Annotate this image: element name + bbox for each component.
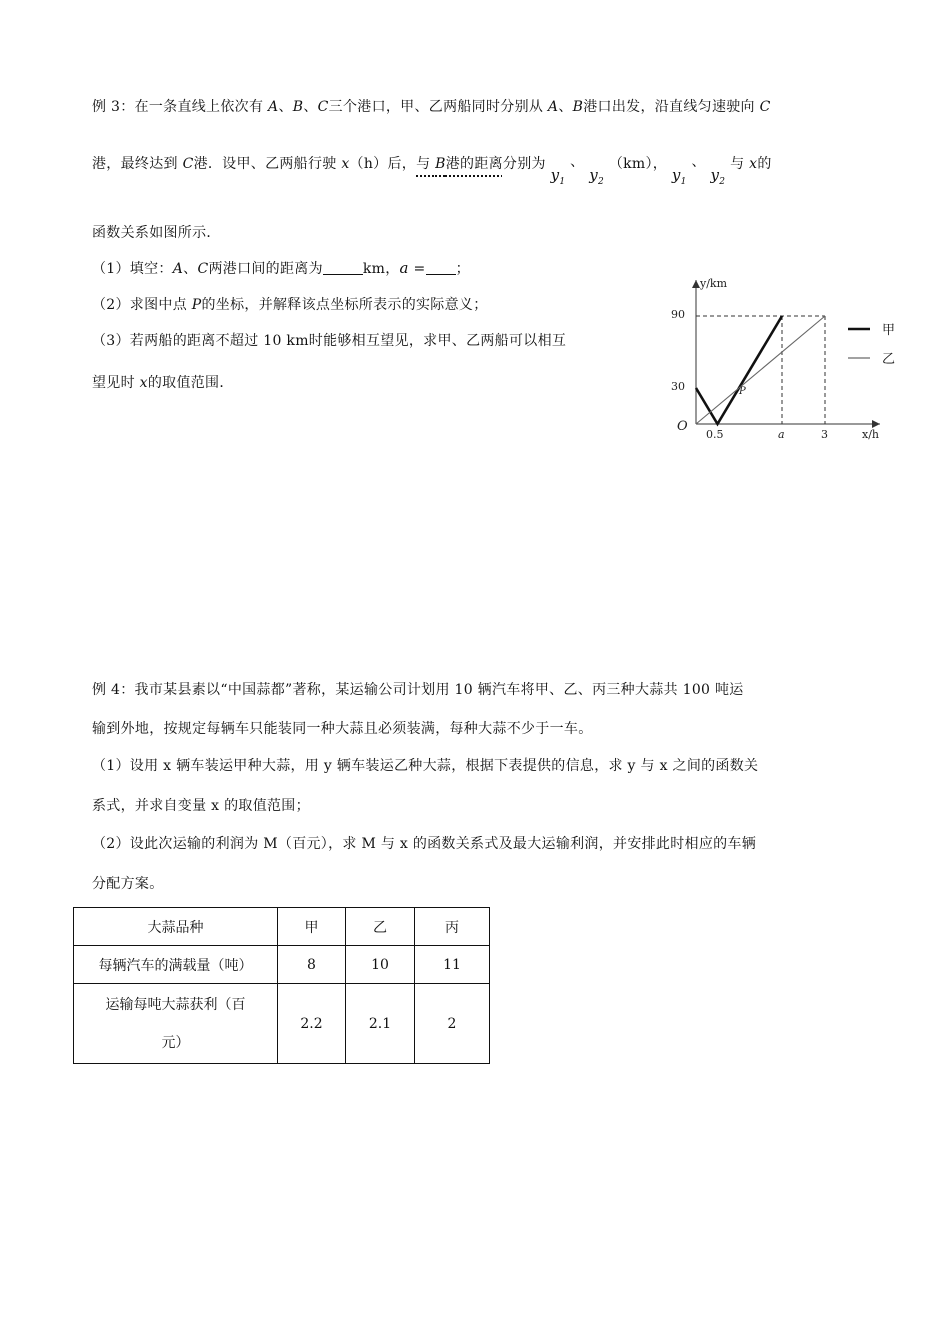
- y-axis-arrow: [692, 280, 700, 288]
- x-tick-a: a: [778, 428, 785, 441]
- ex4-line-6: 分配方案。: [92, 876, 164, 892]
- a-value-blank[interactable]: [426, 260, 456, 275]
- point-p-label: P: [739, 386, 746, 397]
- table-cell: 11: [415, 946, 490, 984]
- ex4-line-5: （2）设此次运输的利润为 M（百元），求 M 与 x 的函数关系式及最大运输利润，并安排此时相应的车辆: [92, 836, 757, 852]
- table-cell: 2.1: [346, 984, 415, 1064]
- ex3-question-3-cont: 望见时 x的取值范围．: [92, 375, 234, 391]
- table-cell: 2: [415, 984, 490, 1064]
- ex3-line-1: 例 3：在一条直线上依次有 A、B、C三个港口，甲、乙两船同时分别从 A、B港口出发，沿直线匀速驶向 C: [92, 99, 771, 115]
- table-header-cell: 甲: [278, 908, 346, 946]
- y-tick-90: 90: [671, 308, 685, 321]
- x-axis-arrow: [872, 420, 880, 428]
- var-y1: $y_1$: [550, 166, 566, 187]
- y-tick-30: 30: [671, 380, 685, 393]
- ex4-line-1: 例 4：我市某县素以“中国蒜都”著称，某运输公司计划用 10 辆汽车将甲、乙、丙三种大蒜共 100 吨运: [92, 682, 744, 698]
- axes: [692, 280, 880, 428]
- garlic-table: [73, 907, 490, 1064]
- origin-label: O: [677, 419, 688, 434]
- table-row: [74, 984, 490, 1064]
- table-cell: 运输每吨大蒜获利（百 元）: [74, 984, 278, 1064]
- var-y2-b: $y_2$: [710, 166, 726, 187]
- legend-label-jia: 甲: [882, 323, 896, 338]
- distance-time-graph: [666, 272, 906, 444]
- distance-blank[interactable]: [323, 260, 363, 275]
- table-cell: 10: [346, 946, 415, 984]
- var-y2: $y_2$: [589, 166, 605, 187]
- table-header-cell: 大蒜品种: [74, 908, 278, 946]
- emphasis-dots: 与 B港的距离: [416, 156, 503, 172]
- labels: [671, 277, 879, 441]
- series-line-jia: [696, 316, 782, 424]
- ex4-line-3: （1）设用 x 辆车装运甲种大蒜，用 y 辆车装运乙种大蒜，根据下表提供的信息，求 y 与 x 之间的函数关: [92, 758, 759, 774]
- series: [696, 316, 825, 424]
- legend: [848, 323, 895, 367]
- ex3-question-3: （3）若两船的距离不超过 10 km时能够相互望见，求甲、乙两船可以相互: [92, 333, 567, 349]
- series-line-yi: [696, 316, 825, 424]
- table-cell: 2.2: [278, 984, 346, 1064]
- y-axis-label: y/km: [700, 277, 728, 290]
- ex3-line-2: 港，最终达到 C港．设甲、乙两船行驶 x（h）后，与 B港的距离分别为 $y_1$ 、 $y_2$ （km）， $y_1$ 、 $y_2$ 与 x的: [92, 154, 772, 187]
- ex3-question-2: （2）求图中点 P的坐标，并解释该点坐标所表示的实际意义；: [92, 297, 488, 313]
- var-y1-b: $y_1$: [671, 166, 687, 187]
- table-cell: 每辆汽车的满载量（吨）: [74, 946, 278, 984]
- table-header-row: [74, 908, 490, 946]
- table-header-cell: 乙: [346, 908, 415, 946]
- table-row: [74, 946, 490, 984]
- ex4-line-2: 输到外地，按规定每辆车只能装同一种大蒜且必须装满，每种大蒜不少于一车。: [92, 721, 593, 737]
- legend-label-yi: 乙: [882, 352, 896, 367]
- table-cell: 8: [278, 946, 346, 984]
- ex3-label: 例 3：: [92, 99, 135, 115]
- ex3-question-1: （1）填空：A、C两港口间的距离为 km，a = ；: [92, 259, 470, 277]
- ex4-line-4: 系式，并求自变量 x 的取值范围；: [92, 798, 310, 814]
- ex3-line-3: 函数关系如图所示．: [92, 225, 221, 241]
- x-tick-0.5: 0.5: [706, 428, 724, 441]
- x-axis-label: x/h: [862, 428, 879, 441]
- table-header-cell: 丙: [415, 908, 490, 946]
- x-tick-3: 3: [821, 428, 828, 441]
